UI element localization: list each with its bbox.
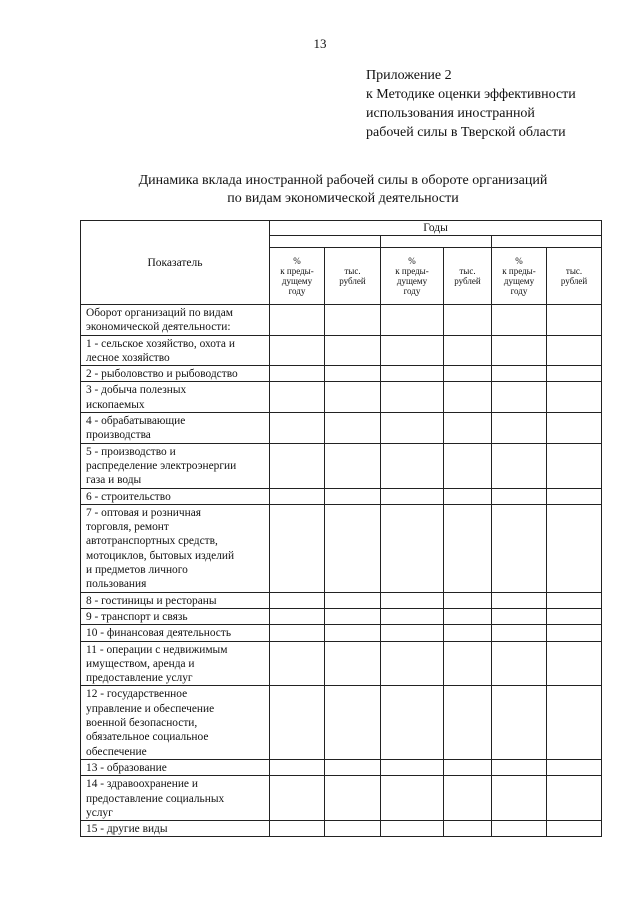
- value-cell: [444, 335, 492, 366]
- row-label: 12 - государственное управление и обеспечение военной безопасности, обязательное социальное обеспечение: [81, 686, 270, 759]
- table-row: [81, 776, 602, 821]
- value-cell: [325, 443, 381, 488]
- value-cell: [547, 382, 602, 413]
- value-cell: [270, 366, 325, 382]
- sub-header-cell: % к преды- дущему году: [381, 248, 444, 305]
- value-cell: [492, 382, 547, 413]
- value-cell: [547, 776, 602, 821]
- row-label: 2 - рыболовство и рыбоводство: [81, 366, 270, 382]
- value-cell: [444, 504, 492, 592]
- title-line: Динамика вклада иностранной рабочей силы в обороте организаций: [138, 173, 548, 188]
- table-row: [81, 641, 602, 686]
- value-cell: [325, 821, 381, 837]
- row-label: Оборот организаций по видам экономической деятельности:: [81, 305, 270, 336]
- table-row: [81, 821, 602, 837]
- row-label: 1 - сельское хозяйство, охота и лесное хозяйство: [81, 335, 270, 366]
- value-cell: [492, 686, 547, 759]
- value-cell: [444, 776, 492, 821]
- value-cell: [547, 759, 602, 775]
- year-cell: [492, 236, 602, 248]
- value-cell: [547, 641, 602, 686]
- row-label: 15 - другие виды: [81, 821, 270, 837]
- value-cell: [381, 625, 444, 641]
- table-row: [81, 608, 602, 624]
- value-cell: [381, 776, 444, 821]
- value-cell: [547, 366, 602, 382]
- table-body: [81, 305, 602, 837]
- value-cell: [325, 413, 381, 444]
- value-cell: [270, 335, 325, 366]
- row-label: 14 - здравоохранение и предоставление социальных услуг: [81, 776, 270, 821]
- indicator-header: Показатель: [81, 221, 270, 305]
- value-cell: [270, 821, 325, 837]
- value-cell: [492, 366, 547, 382]
- year-cell: [270, 236, 381, 248]
- table-row: [81, 382, 602, 413]
- row-label: 10 - финансовая деятельность: [81, 625, 270, 641]
- document-title: [0, 172, 640, 208]
- value-cell: [492, 625, 547, 641]
- appendix-line: использования иностранной: [366, 106, 535, 121]
- appendix-line: рабочей силы в Тверской области: [366, 125, 566, 140]
- row-label: 7 - оптовая и розничная торговля, ремонт автотранспортных средств, мотоциклов, бытовых изделий и предметов личного пользования: [81, 504, 270, 592]
- value-cell: [270, 504, 325, 592]
- sub-header-cell: % к преды- дущему году: [270, 248, 325, 305]
- appendix-block: [366, 66, 576, 142]
- value-cell: [492, 504, 547, 592]
- value-cell: [444, 592, 492, 608]
- years-header: Годы: [270, 221, 602, 236]
- value-cell: [547, 443, 602, 488]
- value-cell: [492, 821, 547, 837]
- value-cell: [547, 335, 602, 366]
- value-cell: [381, 443, 444, 488]
- year-cell: [381, 236, 492, 248]
- value-cell: [325, 335, 381, 366]
- value-cell: [547, 821, 602, 837]
- value-cell: [444, 366, 492, 382]
- value-cell: [547, 413, 602, 444]
- table-row: [81, 686, 602, 759]
- row-label: 3 - добыча полезных ископаемых: [81, 382, 270, 413]
- row-label: 6 - строительство: [81, 488, 270, 504]
- value-cell: [492, 776, 547, 821]
- value-cell: [381, 382, 444, 413]
- value-cell: [547, 592, 602, 608]
- value-cell: [270, 641, 325, 686]
- table-row: [81, 366, 602, 382]
- value-cell: [492, 305, 547, 336]
- value-cell: [270, 759, 325, 775]
- value-cell: [492, 641, 547, 686]
- value-cell: [492, 335, 547, 366]
- dynamics-table: [80, 220, 602, 837]
- value-cell: [444, 608, 492, 624]
- value-cell: [381, 413, 444, 444]
- row-label: 4 - обрабатывающие производства: [81, 413, 270, 444]
- value-cell: [270, 443, 325, 488]
- value-cell: [381, 488, 444, 504]
- value-cell: [492, 592, 547, 608]
- value-cell: [381, 366, 444, 382]
- row-label: 11 - операции с недвижимым имуществом, аренда и предоставление услуг: [81, 641, 270, 686]
- value-cell: [270, 608, 325, 624]
- appendix-line: Приложение 2: [366, 68, 452, 83]
- row-label: 8 - гостиницы и рестораны: [81, 592, 270, 608]
- value-cell: [270, 488, 325, 504]
- table-row: [81, 625, 602, 641]
- table-row: [81, 488, 602, 504]
- row-label: 13 - образование: [81, 759, 270, 775]
- value-cell: [325, 776, 381, 821]
- table-row: [81, 443, 602, 488]
- appendix-line: к Методике оценки эффективности: [366, 87, 576, 102]
- sub-header-cell: тыс. рублей: [547, 248, 602, 305]
- value-cell: [444, 821, 492, 837]
- value-cell: [444, 443, 492, 488]
- value-cell: [381, 759, 444, 775]
- value-cell: [270, 305, 325, 336]
- value-cell: [381, 641, 444, 686]
- value-cell: [547, 686, 602, 759]
- value-cell: [492, 759, 547, 775]
- value-cell: [444, 625, 492, 641]
- value-cell: [492, 488, 547, 504]
- value-cell: [547, 608, 602, 624]
- value-cell: [270, 625, 325, 641]
- value-cell: [492, 443, 547, 488]
- table-row: [81, 335, 602, 366]
- value-cell: [492, 608, 547, 624]
- sub-header-cell: % к преды- дущему году: [492, 248, 547, 305]
- table-row: [81, 504, 602, 592]
- value-cell: [325, 625, 381, 641]
- value-cell: [270, 776, 325, 821]
- value-cell: [444, 759, 492, 775]
- table-row: [81, 592, 602, 608]
- value-cell: [547, 504, 602, 592]
- value-cell: [325, 366, 381, 382]
- value-cell: [444, 488, 492, 504]
- title-line: по видам экономической деятельности: [227, 191, 459, 206]
- value-cell: [381, 504, 444, 592]
- page-number: 13: [313, 36, 327, 51]
- row-label: 5 - производство и распределение электроэнергии газа и воды: [81, 443, 270, 488]
- value-cell: [325, 382, 381, 413]
- value-cell: [325, 592, 381, 608]
- value-cell: [381, 335, 444, 366]
- sub-header-cell: тыс. рублей: [444, 248, 492, 305]
- table-row: [81, 759, 602, 775]
- value-cell: [547, 488, 602, 504]
- value-cell: [444, 413, 492, 444]
- value-cell: [492, 413, 547, 444]
- value-cell: [444, 382, 492, 413]
- value-cell: [444, 641, 492, 686]
- value-cell: [325, 488, 381, 504]
- value-cell: [381, 686, 444, 759]
- value-cell: [325, 504, 381, 592]
- value-cell: [444, 686, 492, 759]
- value-cell: [325, 641, 381, 686]
- value-cell: [381, 608, 444, 624]
- sub-header-cell: тыс. рублей: [325, 248, 381, 305]
- value-cell: [381, 305, 444, 336]
- table-row: [81, 305, 602, 336]
- value-cell: [270, 413, 325, 444]
- table-row: [81, 413, 602, 444]
- value-cell: [381, 821, 444, 837]
- value-cell: [547, 625, 602, 641]
- value-cell: [325, 686, 381, 759]
- value-cell: [381, 592, 444, 608]
- value-cell: [325, 608, 381, 624]
- value-cell: [270, 592, 325, 608]
- row-label: 9 - транспорт и связь: [81, 608, 270, 624]
- value-cell: [325, 759, 381, 775]
- value-cell: [547, 305, 602, 336]
- value-cell: [270, 382, 325, 413]
- value-cell: [444, 305, 492, 336]
- value-cell: [270, 686, 325, 759]
- value-cell: [325, 305, 381, 336]
